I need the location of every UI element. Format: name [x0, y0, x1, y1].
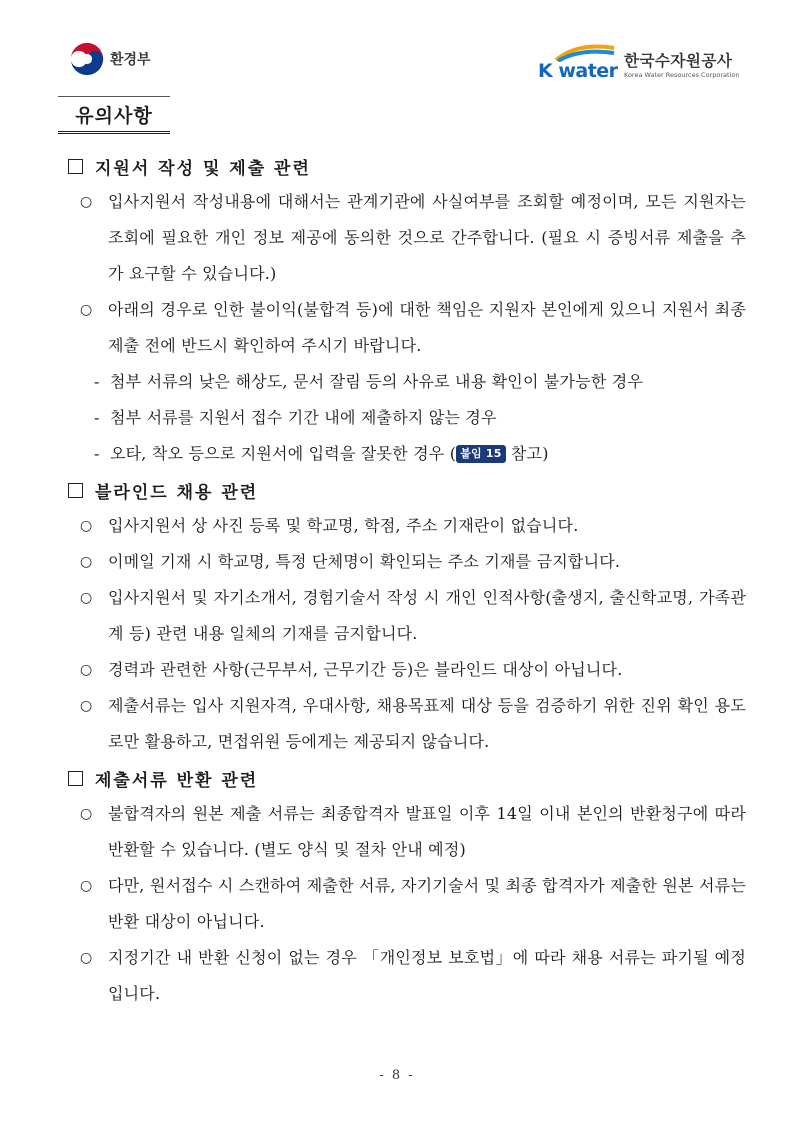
list-item — [66, 544, 746, 580]
circle-bullet-icon: ○ — [80, 698, 93, 714]
circle-bullet-icon: ○ — [80, 518, 93, 534]
sub-list-item — [66, 364, 746, 400]
kwater-english-name: Korea Water Resources Corporation — [624, 71, 740, 79]
sub-list-item-text: 첨부 서류를 지원서 접수 기간 내에 제출하지 않는 경우 — [110, 408, 497, 427]
section-document-return — [66, 760, 746, 1012]
circle-bullet-icon: ○ — [80, 194, 93, 210]
checkbox-square-icon — [68, 483, 83, 498]
list-item-text: 아래의 경우로 인한 불이익(불합격 등)에 대한 책임은 지원자 본인에게 있으니 지원서 최종 제출 전에 반드시 확인하여 주시기 바랍니다. — [108, 300, 746, 355]
circle-bullet-icon: ○ — [80, 878, 93, 894]
page-header — [0, 38, 794, 88]
list-item — [66, 580, 746, 652]
list-item-text: 입사지원서 상 사진 등록 및 학교명, 학점, 주소 기재란이 없습니다. — [108, 516, 579, 535]
list-item-text: 이메일 기재 시 학교명, 특정 단체명이 확인되는 주소 기재를 금지합니다. — [108, 552, 621, 571]
sub-list-item-suffix: 참고) — [505, 444, 549, 463]
kwater-names — [624, 51, 739, 80]
dash-bullet: - — [94, 444, 100, 463]
page-title: 유의사항 — [58, 96, 170, 134]
taegeuk-emblem-icon — [70, 42, 104, 76]
list-item — [66, 796, 746, 868]
section-blind-hiring — [66, 472, 746, 760]
sub-list-item — [66, 436, 746, 472]
ministry-logo — [70, 42, 151, 76]
attachment-tag: 붙임 15 — [456, 445, 505, 463]
sub-list-item — [66, 400, 746, 436]
list-item-text: 경력과 관련한 사항(근무부서, 근무기간 등)은 블라인드 대상이 아닙니다. — [108, 660, 623, 679]
section-heading-text: 지원서 작성 및 제출 관련 — [95, 158, 311, 179]
ministry-name: 환경부 — [110, 52, 151, 68]
kwater-wave-icon — [538, 40, 616, 62]
page-number: - 8 - — [379, 1068, 415, 1083]
dash-bullet: - — [94, 408, 100, 427]
section-heading — [66, 760, 746, 796]
list-item — [66, 292, 746, 364]
section-heading-text: 제출서류 반환 관련 — [95, 770, 259, 791]
list-item-text: 입사지원서 및 자기소개서, 경험기술서 작성 시 개인 인적사항(출생지, 출신학교명, 가족관계 등) 관련 내용 일체의 기재를 금지합니다. — [108, 588, 746, 643]
list-item-text: 제출서류는 입사 지원자격, 우대사항, 채용목표제 대상 등을 검증하기 위한 진위 확인 용도로만 활용하고, 면접위원 등에게는 제공되지 않습니다. — [108, 696, 746, 751]
list-item-text: 지정기간 내 반환 신청이 없는 경우 「개인정보 보호법」에 따라 채용 서류는 파기될 예정입니다. — [108, 948, 746, 1003]
list-item — [66, 652, 746, 688]
circle-bullet-icon: ○ — [80, 662, 93, 678]
circle-bullet-icon: ○ — [80, 554, 93, 570]
section-heading — [66, 472, 746, 508]
list-item-text: 입사지원서 작성내용에 대해서는 관계기관에 사실여부를 조회할 예정이며, 모든 지원자는 조회에 필요한 개인 정보 제공에 동의한 것으로 간주합니다. (필요 시 증빙서류 제출을 추가 요구할 수 있습니다.) — [108, 192, 746, 283]
list-item — [66, 868, 746, 940]
sub-list-item-text: 오타, 착오 등으로 지원서에 입력을 잘못한 경우 ( — [110, 444, 457, 463]
list-item-text: 다만, 원서접수 시 스캔하여 제출한 서류, 자기기술서 및 최종 합격자가 제출한 원본 서류는 반환 대상이 아닙니다. — [108, 876, 746, 931]
checkbox-square-icon — [68, 159, 83, 174]
kwater-korean-name: 한국수자원공사 — [624, 52, 733, 70]
list-item — [66, 940, 746, 1012]
notice-content — [66, 148, 746, 1012]
list-item-text: 불합격자의 원본 제출 서류는 최종합격자 발표일 이후 14일 이내 본인의 반환청구에 따라 반환할 수 있습니다. (별도 양식 및 절차 안내 예정) — [108, 804, 746, 859]
list-item — [66, 688, 746, 760]
sub-list-item-text: 첨부 서류의 낮은 해상도, 문서 잘림 등의 사유로 내용 확인이 불가능한 경우 — [110, 372, 644, 391]
checkbox-square-icon — [68, 771, 83, 786]
circle-bullet-icon: ○ — [80, 590, 93, 606]
dash-bullet: - — [94, 372, 100, 391]
circle-bullet-icon: ○ — [80, 302, 93, 318]
kwater-word: K water — [538, 60, 618, 82]
section-heading — [66, 148, 746, 184]
list-item — [66, 184, 746, 292]
section-heading-text: 블라인드 채용 관련 — [95, 482, 259, 503]
list-item — [66, 508, 746, 544]
circle-bullet-icon: ○ — [80, 806, 93, 822]
circle-bullet-icon: ○ — [80, 950, 93, 966]
section-application — [66, 148, 746, 472]
kwater-logo — [538, 40, 739, 80]
kwater-mark — [538, 40, 616, 80]
